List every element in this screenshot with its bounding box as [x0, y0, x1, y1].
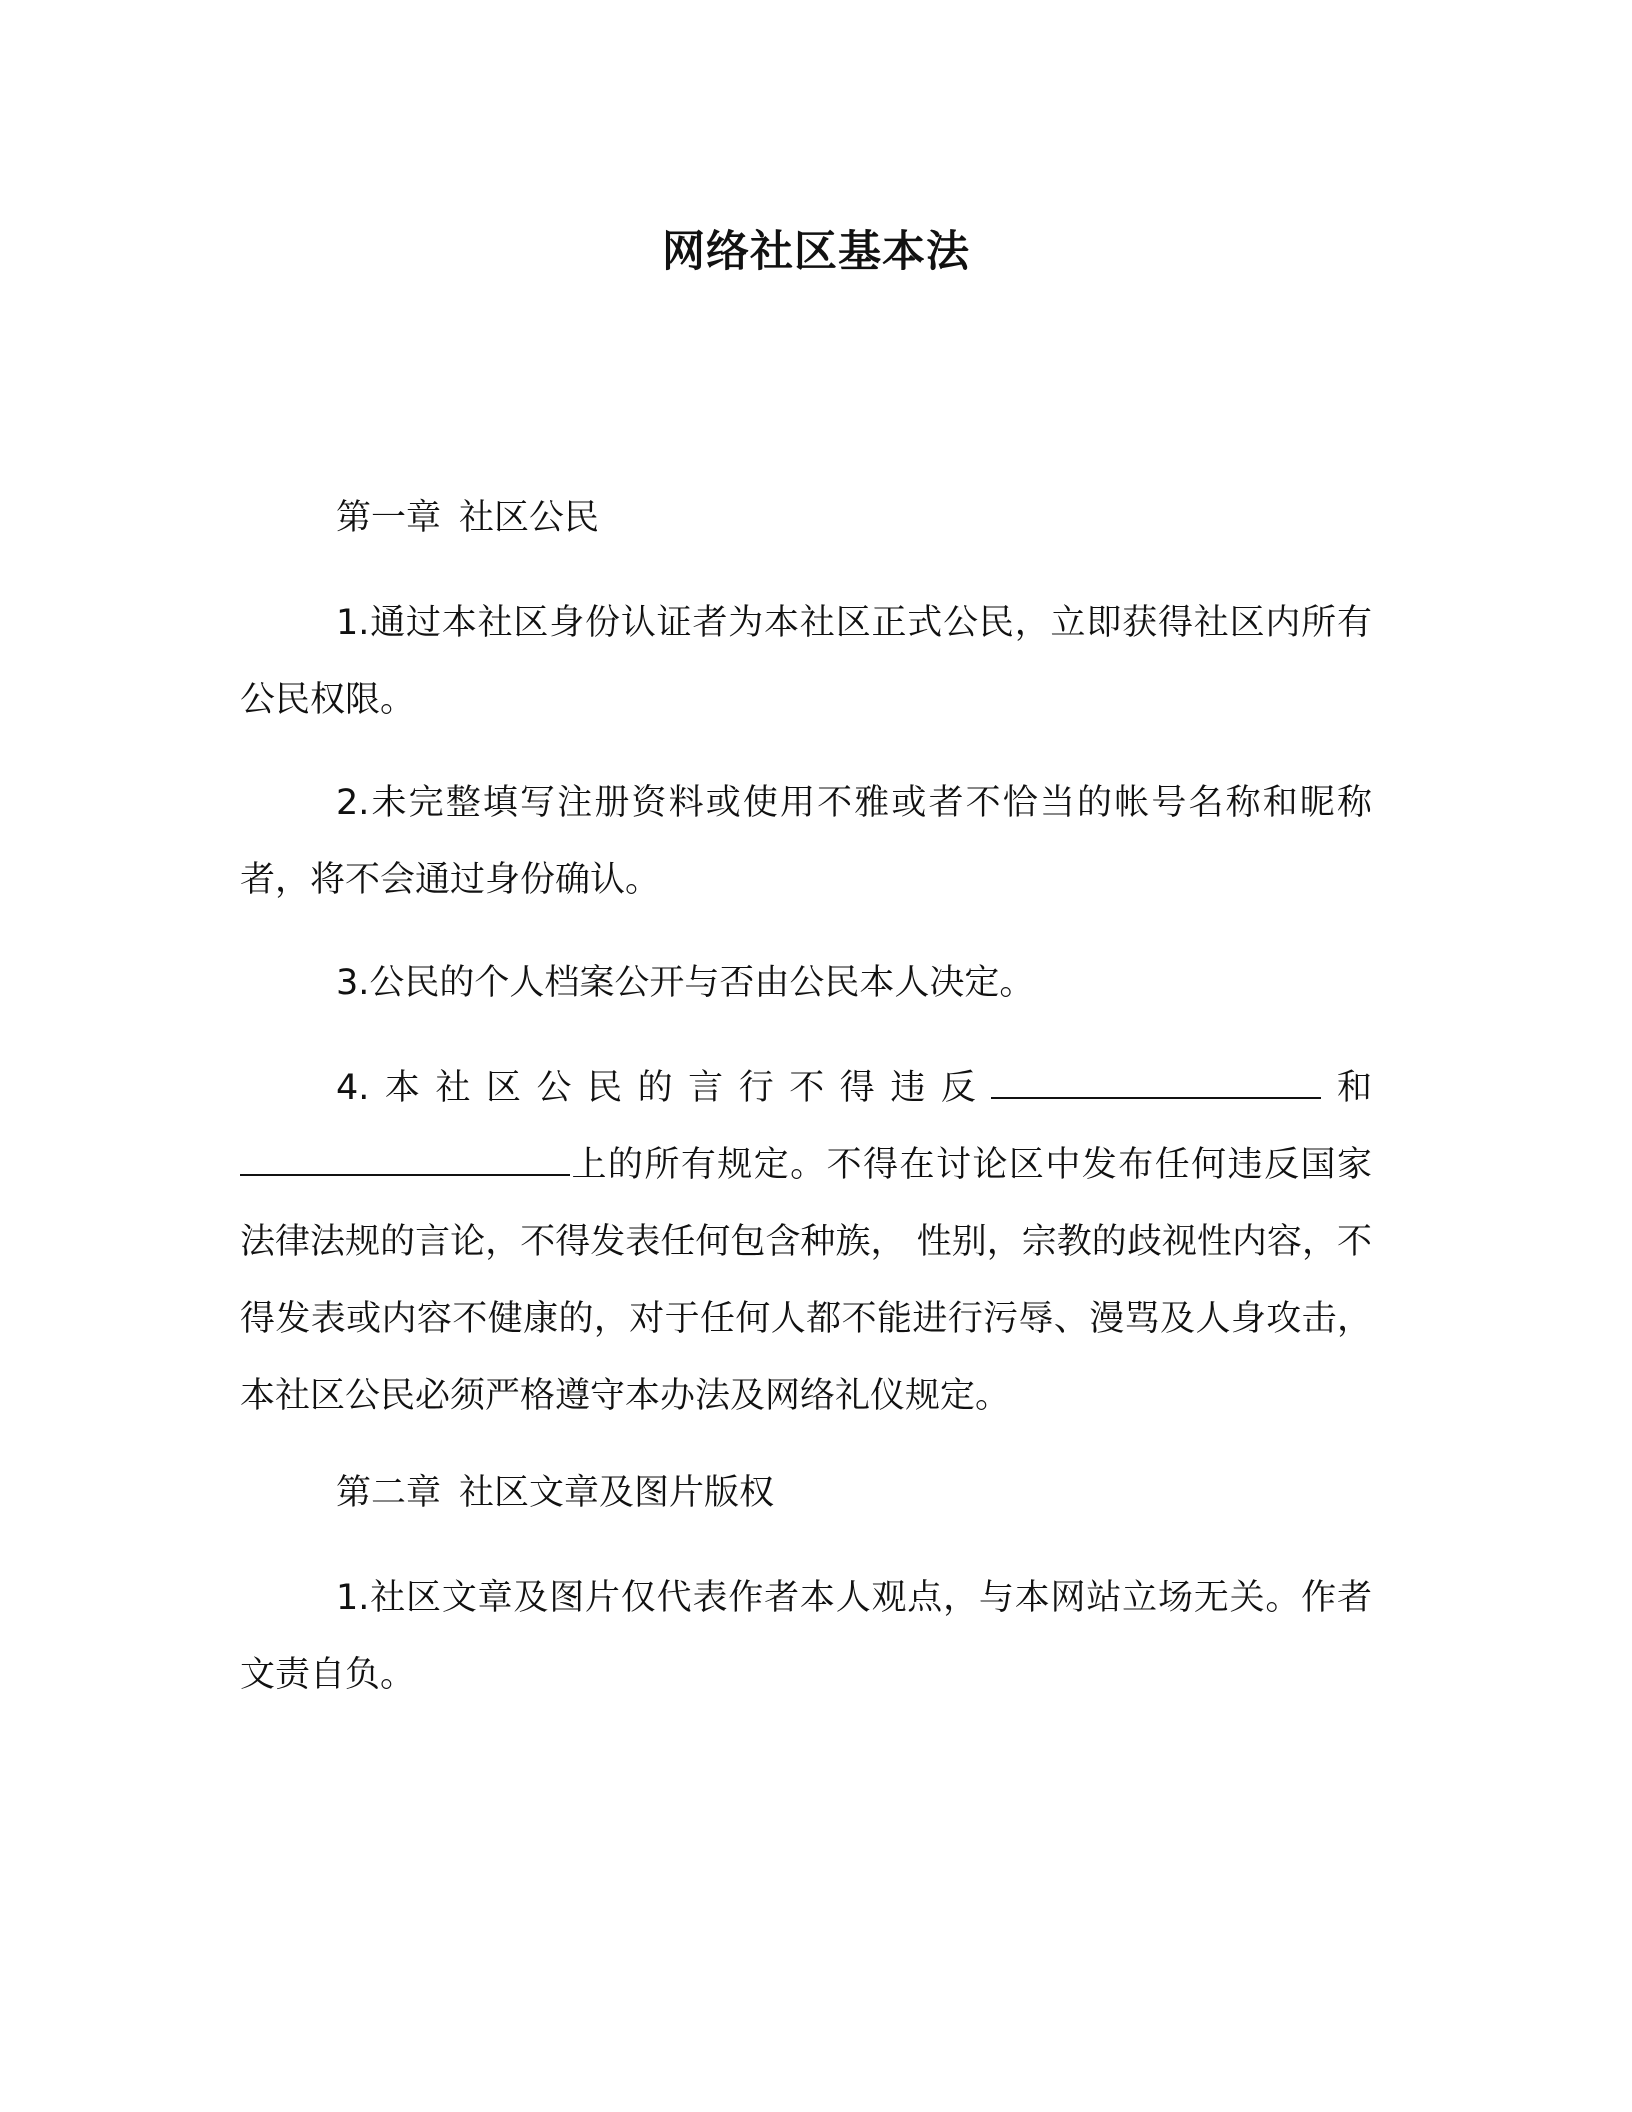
document-title: 网络社区基本法 — [662, 227, 970, 277]
chapter-1-item-2-block — [240, 765, 1372, 919]
fill-in-blank-1 — [991, 1069, 1321, 1099]
item-4-rest: 上的所有规定。不得在讨论区中发布任何违反国家法律法规的言论，不得发表任何包含种族， 性别，宗教的歧视性内容，不得发表或内容不健康的，对于任何人都不能进行污辱、漫骂及人身攻击，本社区公民必须严格遵守本办法及网络礼仪规定。 — [240, 1145, 1372, 1416]
chapter-2-item-1: 1.社区文章及图片仅代表作者本人观点，与本网站立场无关。作者文责自负。 — [240, 1578, 1372, 1695]
chapter-1-heading — [240, 480, 1372, 557]
chapter-1-number: 第一章 — [336, 498, 442, 538]
chapter-1-heading-block — [240, 480, 1372, 557]
chapter-2-item-1-block — [240, 1560, 1372, 1714]
chapter-1-item-2: 2.未完整填写注册资料或使用不雅或者不恰当的帐号名称和昵称者，将不会通过身份确认。 — [240, 783, 1372, 900]
chapter-1-name: 社区公民 — [459, 498, 600, 538]
item-4-prefix: 4.本社区公民的言行不得违反 — [336, 1068, 992, 1108]
chapter-1-item-3-block — [240, 945, 1372, 1022]
chapter-2-number: 第二章 — [336, 1473, 442, 1513]
chapter-1-item-4-block — [240, 1050, 1372, 1435]
item-4-and: 和 — [1321, 1068, 1372, 1108]
fill-in-blank-2 — [240, 1146, 570, 1176]
chapter-1-item-4 — [240, 1050, 1372, 1435]
chapter-1-item-1-block — [240, 585, 1372, 739]
chapter-1-item-3: 3.公民的个人档案公开与否由公民本人决定。 — [336, 963, 1035, 1003]
chapter-1-item-1: 1.通过本社区身份认证者为本社区正式公民，立即获得社区内所有公民权限。 — [240, 603, 1372, 720]
chapter-2-name: 社区文章及图片版权 — [459, 1473, 775, 1513]
chapter-2-heading — [240, 1455, 1372, 1532]
chapter-2-heading-block — [240, 1455, 1372, 1532]
